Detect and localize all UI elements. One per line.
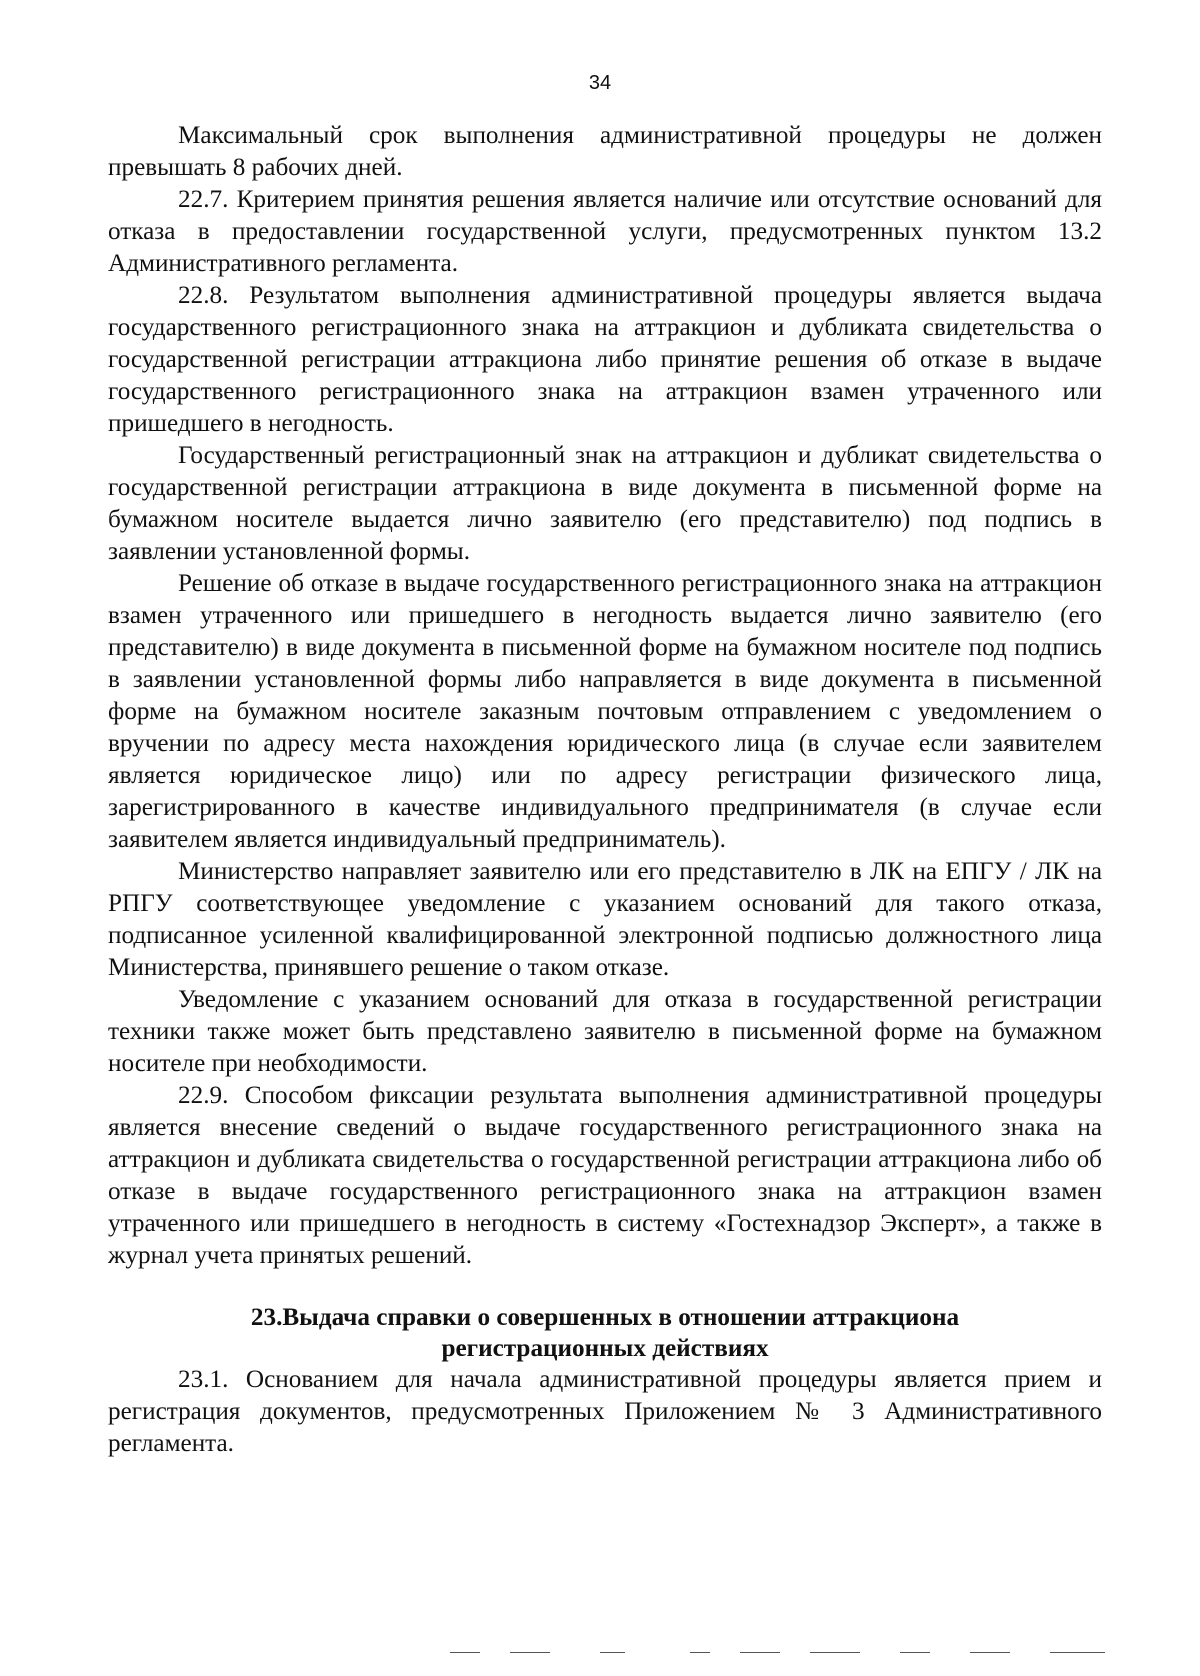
document-body [108,120,1102,1460]
paragraph-sign-issuance: Государственный регистрационный знак на аттракцион и дубликат свидетельства о государственной регистрации аттракциона в виде документа в письменной форме на бумажном носителе выдается лично заявителю (его представителю) под подпись в заявлении установленной формы. [108,442,1102,565]
section-heading-line-2: регистрационных действиях [441,1335,769,1362]
paragraph-refusal-decision: Решение об отказе в выдаче государственного регистрационного знака на аттракцион взамен утраченного или пришедшего в негодность выдается лично заявителю (его представителю) в виде документа в письменной форме на бумажном носителе под подпись в заявлении установленной формы либо направляется в виде документа в письменной форме на бумажном носителе заказным почтовым отправлением с уведомлением о вручении по адресу места нахождения юридического лица (в случае если заявителем является юридическое лицо) или по адресу регистрации физического лица, зарегистрированного в качестве индивидуального предпринимателя (в случае если заявителем является индивидуальный предприниматель). [108,570,1102,853]
paragraph-22-9: 22.9. Способом фиксации результата выполнения административной процедуры является внесение сведений о выдаче государственного регистрационного знака на аттракцион и дубликата свидетельства о государственной регистрации аттракциона либо об отказе в выдаче государственного регистрационного знака на аттракцион взамен утраченного или пришедшего в негодность в систему «Гостехнадзор Эксперт», а также в журнал учета принятых решений. [108,1082,1102,1269]
paragraph-22-8: 22.8. Результатом выполнения административной процедуры является выдача государственного регистрационного знака на аттракцион и дубликата свидетельства о государственной регистрации аттракциона либо принятие решения об отказе в выдаче государственного регистрационного знака на аттракцион взамен утраченного или пришедшего в негодность. [108,282,1102,437]
scan-artifact-lines [450,1652,1110,1654]
page-number: 34 [588,72,612,94]
section-heading-line-1: 23.Выдача справки о совершенных в отношении аттракциона [250,1304,960,1331]
paragraph-max-term: Максимальный срок выполнения административной процедуры не должен превышать 8 рабочих дней. [108,122,1102,181]
paragraph-23-1: 23.1. Основанием для начала административной процедуры является прием и регистрация документов, предусмотренных Приложением № 3 Административного регламента. [108,1366,1102,1457]
section-heading-23 [108,1302,1102,1364]
paragraph-paper-notification: Уведомление с указанием оснований для отказа в государственной регистрации техники также может быть представлено заявителю в письменной форме на бумажном носителе при необходимости. [108,986,1102,1077]
paragraph-ministry-notification: Министерство направляет заявителю или его представителю в ЛК на ЕПГУ / ЛК на РПГУ соответствующее уведомление с указанием оснований для такого отказа, подписанное усиленной квалифицированной электронной подписью должностного лица Министерства, принявшего решение о таком отказе. [108,858,1102,981]
paragraph-22-7: 22.7. Критерием принятия решения является наличие или отсутствие оснований для отказа в предоставлении государственной услуги, предусмотренных пунктом 13.2 Административного регламента. [108,186,1102,277]
